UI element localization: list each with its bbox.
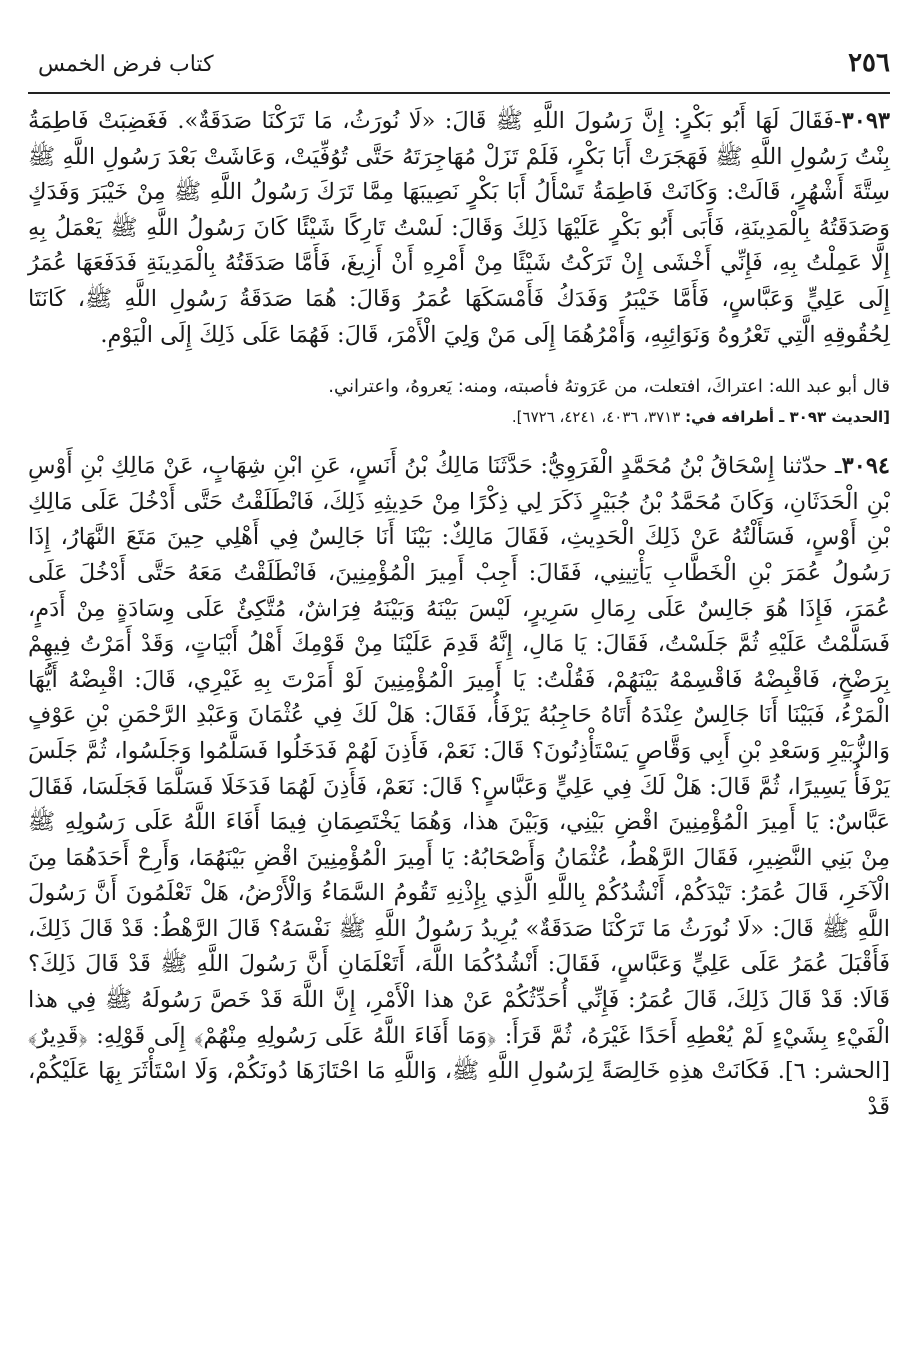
hadith-number: ٣٠٩٣ (841, 108, 890, 134)
page-number: ٢٥٦ (848, 48, 890, 78)
book-title: كتاب فرض الخمس (38, 52, 214, 77)
header-divider (28, 92, 890, 94)
running-head (28, 40, 890, 84)
page-body (28, 104, 890, 1125)
hadith-3093 (28, 104, 890, 353)
references-values: ٣٧١٣، ٤٠٣٦، ٤٢٤١، ٦٧٢٦]. (511, 408, 681, 427)
hadith-text: ـ حدّثنا إِسْحَاقُ بْنُ مُحَمَّدٍ الْفَرَوِيُّ: حَدَّثَنَا مَالِكُ بْنُ أَنَسٍ، عَنِ ابْنِ شِهَابٍ، عَنْ مَالِكِ بْنِ أَوْسِ بْنِ الْحَدَثَانِ، وَكَانَ مُحَمَّدُ بْنُ جُبَيْرٍ ذَكَرَ لِي ذِكْرًا مِنْ حَدِيثِهِ ذَلِكَ، فَانْطَلَقْتُ حَتَّى أَدْخُلَ عَلَى مَالِكِ بْنِ أَوْسٍ، فَسَأَلْتُهُ عَنْ ذَلِكَ الْحَدِيثِ، فَقَالَ مَالِكٌ: بَيْنَا أَنَا جَالِسٌ فِي أَهْلِي حِينَ مَتَعَ النَّهَارُ، إِذَا رَسُولُ عُمَرَ بْنِ الْخَطَّابِ يَأْتِينِي، فَقَالَ: أَجِبْ أَمِيرَ الْمُؤْمِنِينَ، فَانْطَلَقْتُ مَعَهُ حَتَّى أَدْخُلَ عَلَى عُمَرَ، فَإِذَا هُوَ جَالِسٌ عَلَى رِمَالِ سَرِيرٍ، لَيْسَ بَيْنَهُ وَبَيْنَهُ فِرَاشٌ، مُتَّكِئٌ عَلَى وِسَادَةٍ مِنْ أَدَمٍ، فَسَلَّمْتُ عَلَيْهِ ثُمَّ جَلَسْتُ، فَقَالَ: يَا مَالِ، إِنَّهُ قَدِمَ عَلَيْنَا مِنْ قَوْمِكَ أَهْلُ أَبْيَاتٍ، وَقَدْ أَمَرْتُ فِيهِمْ بِرَضْخٍ، فَاقْبِضْهُ فَاقْسِمْهُ بَيْنَهُمْ، فَقُلْتُ: يَا أَمِيرَ الْمُؤْمِنِينَ لَوْ أَمَرْتَ بِهِ غَيْرِي، قَالَ: اقْبِضْهُ أَيُّهَا الْمَرْءُ، فَبَيْنَا أَنَا جَالِسٌ عِنْدَهُ أَتَاهُ حَاجِبُهُ يَرْفَأُ، فَقَالَ: هَلْ لَكَ فِي عُثْمَانَ وَعَبْدِ الرَّحْمَنِ بْنِ عَوْفٍ وَالزُّبَيْرِ وَسَعْدِ بْنِ أَبِي وَقَّاصٍ يَسْتَأْذِنُونَ؟ قَالَ: نَعَمْ، فَأَذِنَ لَهُمْ فَدَخَلُوا فَسَلَّمُوا وَجَلَسُوا، ثُمَّ جَلَسَ يَرْفَأُ يَسِيرًا، ثُمَّ قَالَ: هَلْ لَكَ فِي عَلِيٍّ وَعَبَّاسٍ؟ قَالَ: نَعَمْ، فَأَذِنَ لَهُمَا فَدَخَلَا فَسَلَّمَا فَجَلَسَا، فَقَالَ عَبَّاسٌ: يَا أَمِيرَ الْمُؤْمِنِينَ اقْضِ بَيْنِي، وَبَيْنَ هذا، وَهُمَا يَخْتَصِمَانِ فِيمَا أَفَاءَ اللَّهُ عَلَى رَسُولِهِ ﷺ مِنْ بَنِي النَّضِيرِ، فَقَالَ الرَّهْطُ، عُثْمَانُ وَأَصْحَابُهُ: يَا أَمِيرَ الْمُؤْمِنِينَ اقْضِ بَيْنَهُمَا، وَأَرِحْ أَحَدَهُمَا مِنَ الْآخَرِ، قَالَ عُمَرُ: تَيْدَكُمْ، أَنْشُدُكُمْ بِاللَّهِ الَّذِي بِإِذْنِهِ تَقُومُ السَّمَاءُ وَالْأَرْضُ، هَلْ تَعْلَمُونَ أَنَّ رَسُولَ اللَّهِ ﷺ قَالَ: «لَا نُورَثُ مَا تَرَكْنَا صَدَقَةٌ» يُرِيدُ رَسُولُ اللَّهِ ﷺ نَفْسَهُ؟ قَالَ الرَّهْطُ: قَدْ قَالَ ذَلِكَ، فَأَقْبَلَ عُمَرُ عَلَى عَلِيٍّ وَعَبَّاسٍ، فَقَالَ: أَنْشُدُكُمَا اللَّهَ، أَتَعْلَمَانِ أَنَّ رَسُولَ اللَّهِ ﷺ قَدْ قَالَ ذَلِكَ؟ قَالَا: قَدْ قَالَ ذَلِكَ، قَالَ عُمَرُ: فَإِنِّي أُحَدِّثُكُمْ عَنْ هذا الْأَمْرِ، إِنَّ اللَّهَ قَدْ خَصَّ رَسُولَهُ ﷺ فِي هذا الْفَيْءِ بِشَيْءٍ لَمْ يُعْطِهِ أَحَدًا غَيْرَهُ، ثُمَّ قَرَأَ: ﴿وَمَا أَفَاءَ اللَّهُ عَلَى رَسُولِهِ مِنْهُمْ﴾ إِلَى قَوْلِهِ: ﴿قَدِيرٌ﴾ [الحشر: ٦]. فَكَانَتْ هذِهِ خَالِصَةً لِرَسُولِ اللَّهِ ﷺ، وَاللَّهِ مَا احْتَازَهَا دُونَكُمْ، وَلَا اسْتَأْثَرَ بِهَا عَلَيْكُمْ، قَدْ (28, 453, 890, 1120)
hadith-3094 (28, 449, 890, 1125)
book-page (28, 40, 890, 1350)
commentary-note: قال أبو عبد الله: اعتراكَ، افتعلت، من عَرَوتهُ فأصبته، ومنه: يَعروهُ، واعتراني. (328, 376, 890, 398)
hadith-cross-references (28, 405, 890, 429)
references-label: [الحديث ٣٠٩٣ ـ أطرافه في: (685, 408, 890, 427)
hadith-number: ٣٠٩٤ (841, 453, 890, 480)
hadith-text: -فَقَالَ لَهَا أَبُو بَكْرٍ: إِنَّ رَسُولَ اللَّهِ ﷺ قَالَ: «لَا نُورَثُ، مَا تَرَكْنَا صَدَقَةٌ». فَغَضِبَتْ فَاطِمَةُ بِنْتُ رَسُولِ اللَّهِ ﷺ فَهَجَرَتْ أَبَا بَكْرٍ، فَلَمْ تَزَلْ مُهَاجِرَتَهُ حَتَّى تُوُفِّيَتْ، وَعَاشَتْ بَعْدَ رَسُولِ اللَّهِ ﷺ سِتَّةَ أَشْهُرٍ، قَالَتْ: وَكَانَتْ فَاطِمَةُ تَسْأَلُ أَبَا بَكْرٍ نَصِيبَهَا مِمَّا تَرَكَ رَسُولُ اللَّهِ ﷺ مِنْ خَيْبَرَ وَفَدَكٍ وَصَدَقَتُهُ بِالْمَدِينَةِ، فَأَبَى أَبُو بَكْرٍ عَلَيْهَا ذَلِكَ وَقَالَ: لَسْتُ تَارِكًا شَيْئًا كَانَ رَسُولُ اللَّهِ ﷺ يَعْمَلُ بِهِ إِلَّا عَمِلْتُ بِهِ، فَإِنِّي أَخْشَى إِنْ تَرَكْتُ شَيْئًا مِنْ أَمْرِهِ أَنْ أَزِيغَ، فَأَمَّا صَدَقَتُهُ بِالْمَدِينَةِ فَدَفَعَهَا عُمَرُ إِلَى عَلِيٍّ وَعَبَّاسٍ، فَأَمَّا خَيْبَرُ وَفَدَكُ فَأَمْسَكَهَا عُمَرُ وَقَالَ: هُمَا صَدَقَةُ رَسُولِ اللَّهِ ﷺ، كَانَتَا لِحُقُوقِهِ الَّتِي تَعْرُوهُ وَنَوَائِبِهِ، وَأَمْرُهُمَا إِلَى مَنْ وَلِيَ الْأَمْرَ، قَالَ: فَهُمَا عَلَى ذَلِكَ إِلَى الْيَوْمِ. (28, 108, 890, 348)
